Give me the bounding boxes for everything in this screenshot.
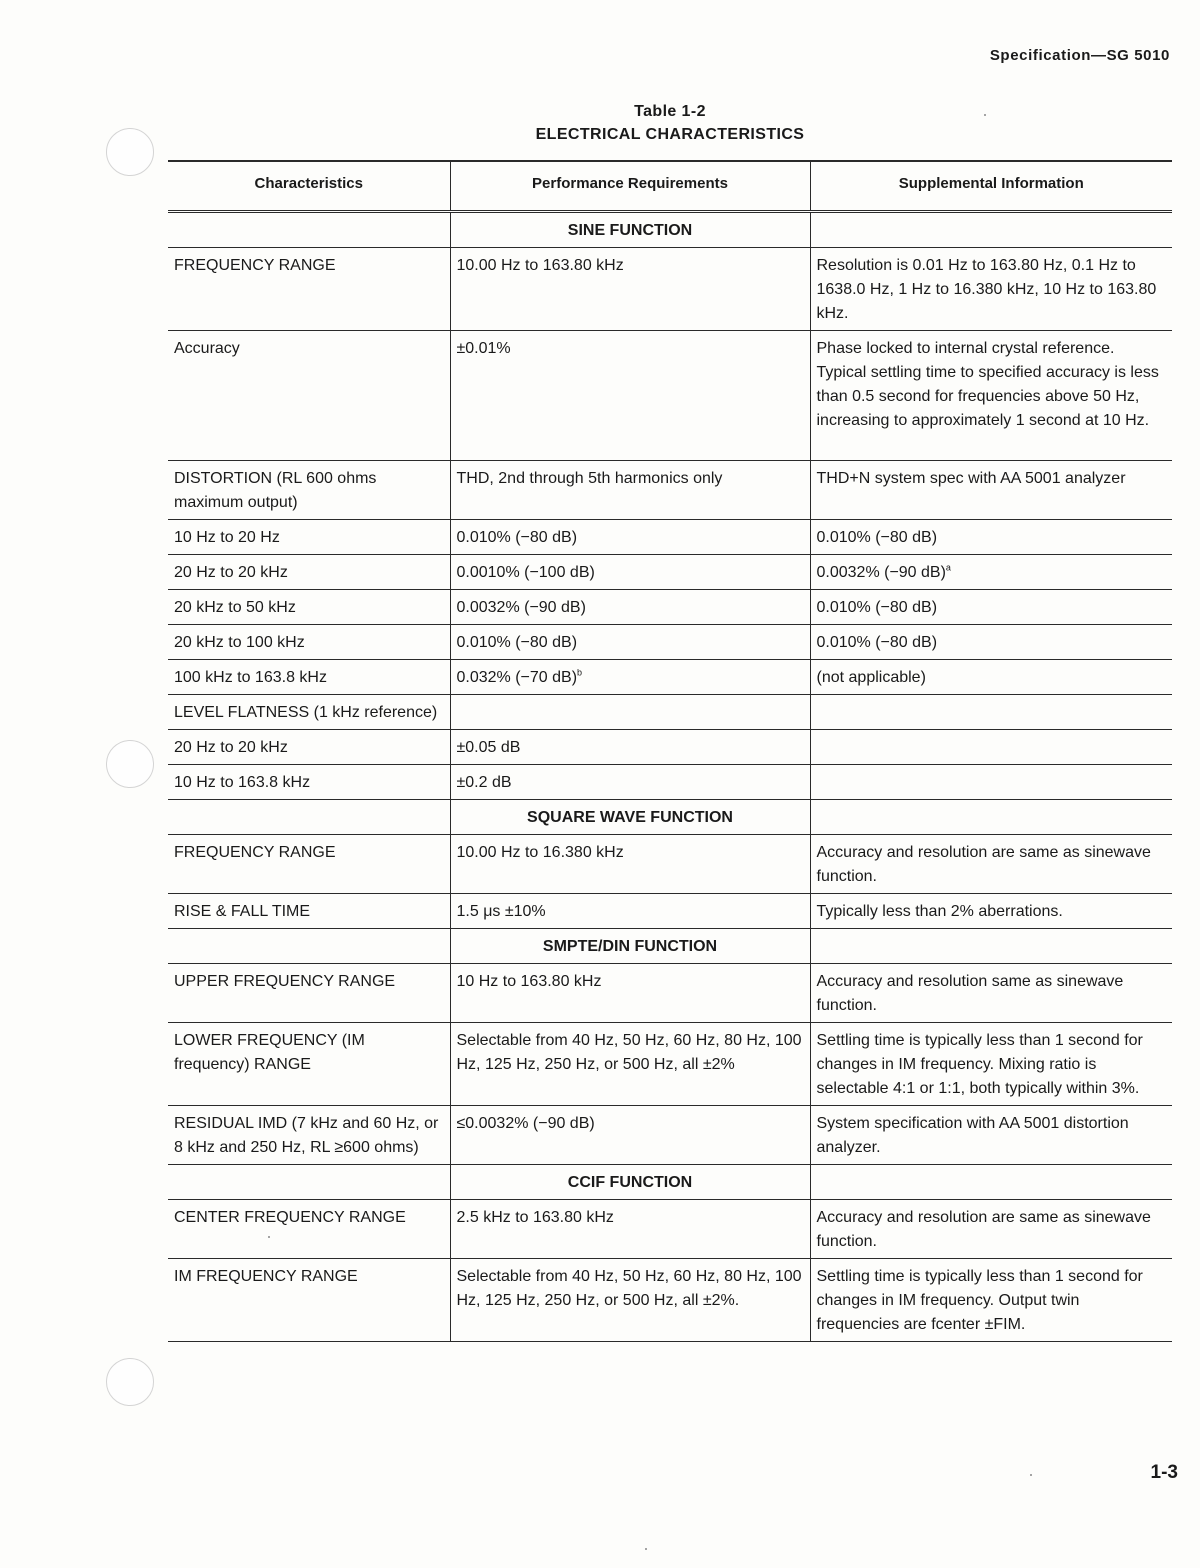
supplemental-cell: Accuracy and resolution are same as sinewave function. [810,1200,1172,1259]
supplemental-cell: Settling time is typically less than 1 second for changes in IM frequency. Mixing ratio is selectable 4:1 or 1:1, both typically within 3%. [810,1023,1172,1106]
performance-cell: ±0.05 dB [450,730,810,765]
supplemental-cell [810,730,1172,765]
supplemental-cell [810,765,1172,800]
punch-hole-middle [106,740,154,788]
characteristic-cell: 10 Hz to 163.8 kHz [168,765,450,800]
table-row [168,730,1172,765]
section-row [168,212,1172,248]
performance-cell: 0.010% (−80 dB) [450,625,810,660]
table-row [168,1023,1172,1106]
characteristic-cell: 100 kHz to 163.8 kHz [168,660,450,695]
supplemental-text: 0.0032% (−90 dB) [816,564,946,581]
table-row [168,625,1172,660]
characteristic-cell: LEVEL FLATNESS (1 kHz reference) [168,695,450,730]
characteristic-cell: 20 kHz to 100 kHz [168,625,450,660]
characteristic-cell: FREQUENCY RANGE [168,835,450,894]
column-header-characteristics: Characteristics [168,161,450,212]
characteristic-cell: FREQUENCY RANGE [168,248,450,331]
table-row [168,248,1172,331]
supplemental-cell [810,695,1172,730]
column-header-supplemental: Supplemental Information [810,161,1172,212]
characteristic-cell: LOWER FREQUENCY (IM frequency) RANGE [168,1023,450,1106]
table-number: Table 1-2 [634,103,706,120]
electrical-characteristics-table [168,160,1172,1342]
scan-speck [1030,1474,1032,1476]
supplemental-cell: Resolution is 0.01 Hz to 163.80 Hz, 0.1 Hz to 1638.0 Hz, 1 Hz to 16.380 kHz, 10 Hz to 163.80 kHz. [810,248,1172,331]
table-cell [810,929,1172,964]
characteristic-cell: RESIDUAL IMD (7 kHz and 60 Hz, or 8 kHz and 250 Hz, RL ≥600 ohms) [168,1106,450,1165]
supplemental-cell: 0.010% (−80 dB) [810,625,1172,660]
table-row [168,1106,1172,1165]
table-row [168,555,1172,590]
supplemental-cell: System specification with AA 5001 distortion analyzer. [810,1106,1172,1165]
performance-cell: 10 Hz to 163.80 kHz [450,964,810,1023]
characteristic-cell: 10 Hz to 20 Hz [168,520,450,555]
characteristic-cell: 20 Hz to 20 kHz [168,730,450,765]
supplemental-cell: Accuracy and resolution same as sinewave function. [810,964,1172,1023]
characteristic-cell: RISE & FALL TIME [168,894,450,929]
scan-speck [268,1236,270,1238]
performance-cell [450,695,810,730]
performance-cell: 0.0010% (−100 dB) [450,555,810,590]
punch-hole-bottom [106,1358,154,1406]
section-row [168,929,1172,964]
table-cell [810,800,1172,835]
table-row [168,331,1172,461]
section-title-smpte: SMPTE/DIN FUNCTION [450,929,810,964]
performance-cell: ±0.01% [450,331,810,461]
characteristic-cell: Accuracy [168,331,450,461]
supplemental-cell: Accuracy and resolution are same as sinewave function. [810,835,1172,894]
characteristic-cell: CENTER FREQUENCY RANGE [168,1200,450,1259]
supplemental-cell: 0.010% (−80 dB) [810,520,1172,555]
performance-cell: 10.00 Hz to 16.380 kHz [450,835,810,894]
characteristic-cell: 20 kHz to 50 kHz [168,590,450,625]
table-row [168,1259,1172,1342]
table-row [168,894,1172,929]
performance-cell: 0.0032% (−90 dB) [450,590,810,625]
table-cell [168,212,450,248]
characteristic-cell: UPPER FREQUENCY RANGE [168,964,450,1023]
table-row [168,461,1172,520]
table-cell [168,929,450,964]
supplemental-cell: (not applicable) [810,660,1172,695]
section-title-square: SQUARE WAVE FUNCTION [450,800,810,835]
table-row [168,964,1172,1023]
section-title-ccif: CCIF FUNCTION [450,1165,810,1200]
performance-cell: 10.00 Hz to 163.80 kHz [450,248,810,331]
scan-speck [984,114,986,116]
table-row [168,695,1172,730]
section-row [168,800,1172,835]
table-header-row [168,161,1172,212]
characteristic-cell: IM FREQUENCY RANGE [168,1259,450,1342]
table-row [168,660,1172,695]
table-row [168,835,1172,894]
supplemental-cell: 0.010% (−80 dB) [810,590,1172,625]
footnote-marker: b [577,667,583,678]
performance-text: 0.032% (−70 dB) [456,669,578,686]
supplemental-cell: THD+N system spec with AA 5001 analyzer [810,461,1172,520]
performance-cell: ±0.2 dB [450,765,810,800]
table-cell [168,800,450,835]
performance-cell: THD, 2nd through 5th harmonics only [450,461,810,520]
characteristic-cell: 20 Hz to 20 kHz [168,555,450,590]
footnote-marker: a [945,562,951,573]
performance-cell: Selectable from 40 Hz, 50 Hz, 60 Hz, 80 Hz, 100 Hz, 125 Hz, 250 Hz, or 500 Hz, all ±2% [450,1023,810,1106]
characteristic-cell: DISTORTION (RL 600 ohms maximum output) [168,461,450,520]
table-row [168,765,1172,800]
table-row [168,1200,1172,1259]
table-row [168,520,1172,555]
performance-cell [450,660,810,695]
supplemental-cell: Phase locked to internal crystal reference. Typical settling time to specified accuracy is less than 0.5 second for frequencies above 50 Hz, increasing to approximately 1 second at 10 Hz. [810,331,1172,461]
performance-cell: Selectable from 40 Hz, 50 Hz, 60 Hz, 80 Hz, 100 Hz, 125 Hz, 250 Hz, or 500 Hz, all ±2%. [450,1259,810,1342]
punch-hole-top [106,128,154,176]
column-header-performance: Performance Requirements [450,161,810,212]
supplemental-cell: Typically less than 2% aberrations. [810,894,1172,929]
table-row [168,590,1172,625]
table-cell [810,1165,1172,1200]
section-row [168,1165,1172,1200]
supplemental-cell [810,555,1172,590]
table-cell [810,212,1172,248]
section-title-sine: SINE FUNCTION [450,212,810,248]
performance-cell: 0.010% (−80 dB) [450,520,810,555]
scan-speck [645,1548,647,1550]
running-header: Specification—SG 5010 [989,47,1170,64]
table-title: ELECTRICAL CHARACTERISTICS [535,126,805,143]
supplemental-cell: Settling time is typically less than 1 second for changes in IM frequency. Output twin frequencies are fcenter ±FIM. [810,1259,1172,1342]
performance-cell: ≤0.0032% (−90 dB) [450,1106,810,1165]
page-number: 1-3 [1150,1462,1178,1483]
performance-cell: 1.5 μs ±10% [450,894,810,929]
performance-cell: 2.5 kHz to 163.80 kHz [450,1200,810,1259]
table-cell [168,1165,450,1200]
